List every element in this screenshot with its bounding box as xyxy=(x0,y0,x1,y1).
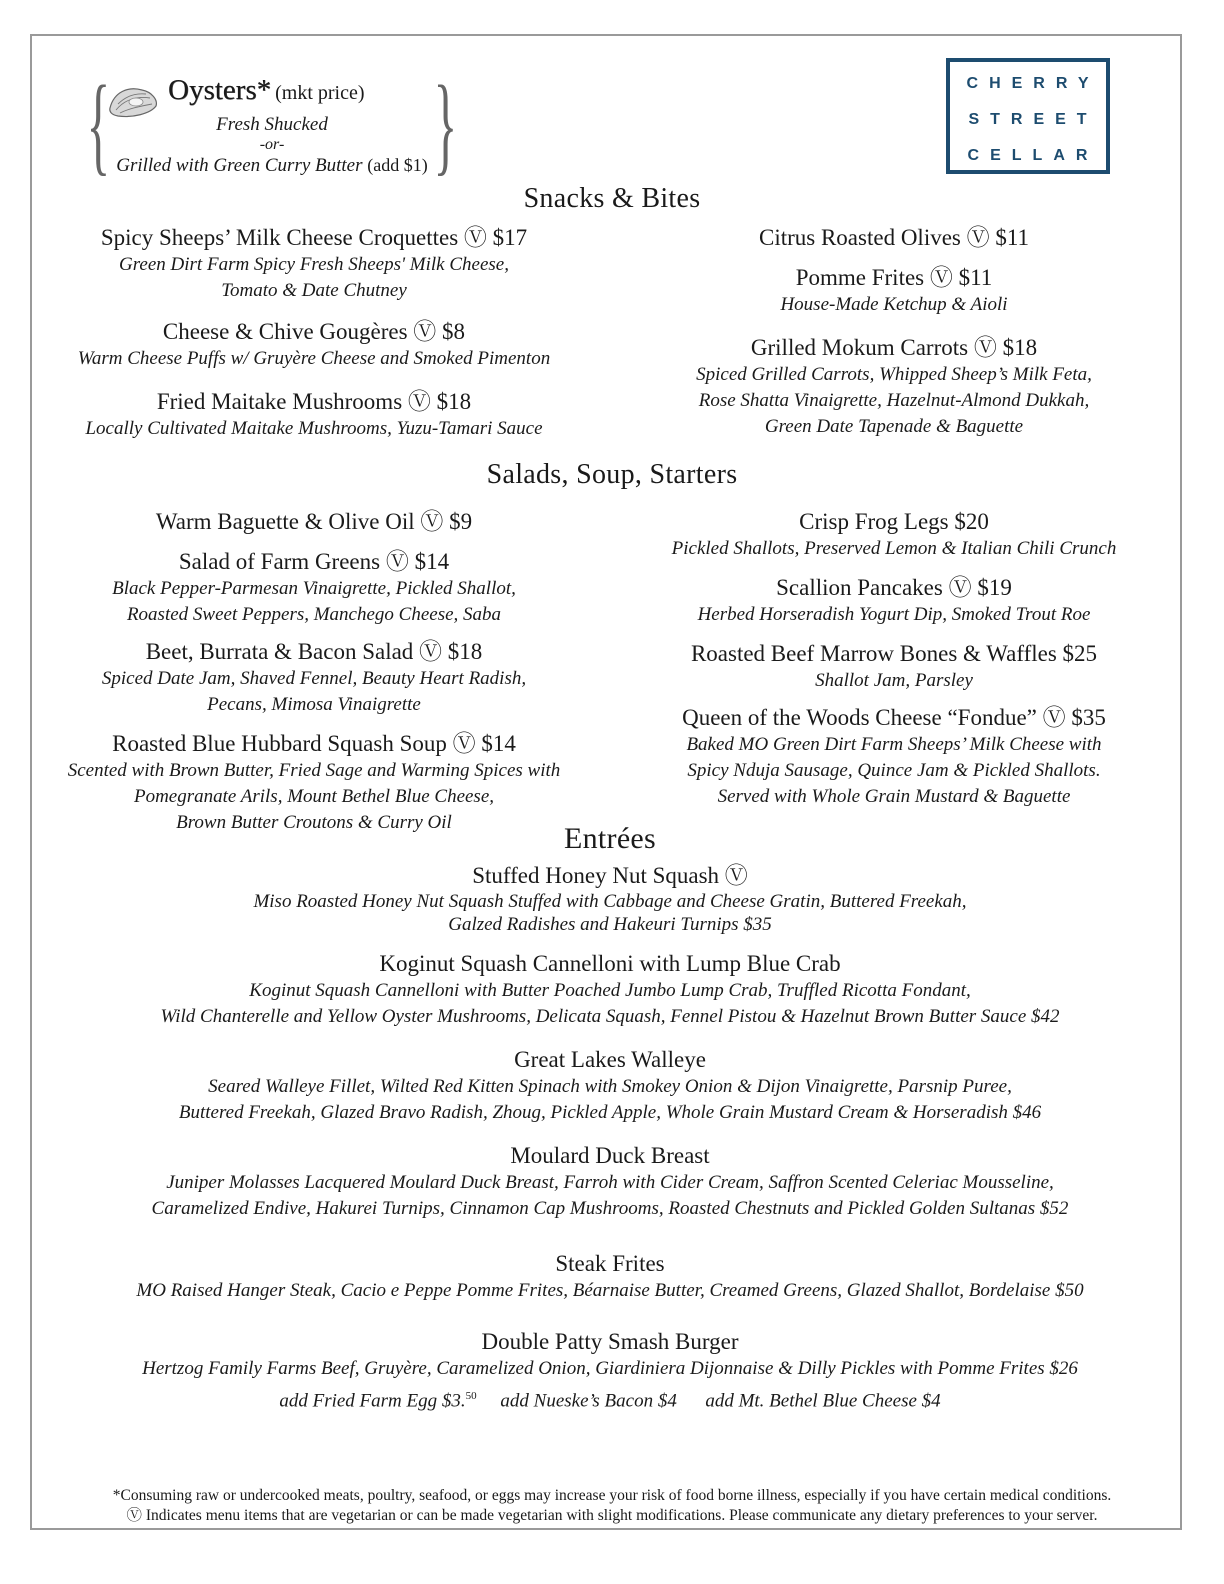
addon-cheese: add Mt. Bethel Blue Cheese $4 xyxy=(705,1390,941,1412)
addon-egg: add Fried Farm Egg $3. xyxy=(279,1390,466,1412)
item-desc: Buttered Freekah, Glazed Bravo Radish, Zhoug, Pickled Apple, Whole Grain Mustard Cream & Horseradish $46 xyxy=(178,1102,1042,1123)
item-desc: Spiced Date Jam, Shaved Fennel, Beauty Heart Radish, xyxy=(101,668,527,689)
footer-disclaimer xyxy=(30,1486,1194,1526)
item-desc: Rose Shatta Vinaigrette, Hazelnut-Almond Dukkah, xyxy=(698,390,1090,411)
salads-heading: Salads, Soup, Starters xyxy=(486,459,738,490)
item-desc: Pickled Shallots, Preserved Lemon & Italian Chili Crunch xyxy=(671,538,1117,559)
oysters-option-1: Fresh Shucked xyxy=(216,114,328,135)
entrees-heading: Entrées xyxy=(563,822,657,855)
item-name: Cheese & Chive Gougères Ⓥ $8 xyxy=(162,319,466,344)
item-desc: Locally Cultivated Maitake Mushrooms, Yuzu-Tamari Sauce xyxy=(85,418,543,439)
menu-item xyxy=(0,1046,1220,1126)
item-desc: Shallot Jam, Parsley xyxy=(815,670,973,691)
item-desc: Baked MO Green Dirt Farm Sheeps’ Milk Cheese with xyxy=(686,734,1102,755)
item-name: Koginut Squash Cannelloni with Lump Blue Crab xyxy=(379,951,841,976)
salads-right-column xyxy=(644,508,1144,824)
item-desc: Pecans, Mimosa Vinaigrette xyxy=(207,694,421,715)
item-desc: Black Pepper-Parmesan Vinaigrette, Pickled Shallot, xyxy=(112,578,516,599)
left-brace: { xyxy=(86,63,111,185)
item-desc: Scented with Brown Butter, Fried Sage and Warming Spices with xyxy=(67,760,561,781)
menu-item xyxy=(644,704,1144,810)
cherry-street-cellar-logo xyxy=(946,58,1110,174)
menu-item xyxy=(644,574,1144,628)
item-desc: Seared Walleye Fillet, Wilted Red Kitten Spinach with Smokey Onion & Dijon Vinaigrette, Parsnip Puree, xyxy=(208,1076,1012,1097)
entrees-list xyxy=(0,862,1220,1415)
item-name: Salad of Farm Greens Ⓥ $14 xyxy=(178,549,450,574)
item-desc: Caramelized Endive, Hakurei Turnips, Cinnamon Cap Mushrooms, Roasted Chestnuts and Pickled Golden Sultanas $52 xyxy=(151,1198,1069,1219)
item-desc: House-Made Ketchup & Aioli xyxy=(780,294,1008,315)
snacks-heading: Snacks & Bites xyxy=(523,183,701,214)
item-desc: Koginut Squash Cannelloni with Butter Poached Jumbo Lump Crab, Truffled Ricotta Fondant, xyxy=(249,980,971,1001)
item-desc: Tomato & Date Chutney xyxy=(221,280,407,301)
snacks-left-column xyxy=(64,224,564,456)
item-desc: Served with Whole Grain Mustard & Baguette xyxy=(717,786,1071,807)
menu-item xyxy=(644,334,1144,440)
item-desc: Brown Butter Croutons & Curry Oil xyxy=(176,812,452,833)
menu-item xyxy=(644,264,1144,318)
item-desc: Spiced Grilled Carrots, Whipped Sheep’s Milk Feta, xyxy=(696,364,1092,385)
item-desc: Galzed Radishes and Hakeuri Turnips $35 xyxy=(448,914,772,935)
item-name: Warm Baguette & Olive Oil Ⓥ $9 xyxy=(155,509,473,534)
item-desc: Hertzog Family Farms Beef, Gruyère, Caramelized Onion, Giardiniera Dijonnaise & Dilly Pickles with Pomme Frites $26 xyxy=(142,1358,1078,1379)
item-name: Fried Maitake Mushrooms Ⓥ $18 xyxy=(156,389,472,414)
logo-line-2: STREET xyxy=(968,111,1098,128)
oysters-option-2 xyxy=(86,152,458,179)
item-name: Scallion Pancakes Ⓥ $19 xyxy=(776,575,1012,600)
menu-item xyxy=(0,1250,1220,1304)
menu-item xyxy=(0,862,1220,936)
item-name: Roasted Blue Hubbard Squash Soup Ⓥ $14 xyxy=(112,731,516,756)
item-name: Citrus Roasted Olives Ⓥ $11 xyxy=(758,225,1030,250)
item-name: Great Lakes Walleye xyxy=(514,1047,706,1072)
footer-line-2: Ⓥ Indicates menu items that are vegetarian or can be made vegetarian with slight modifications. Please communicate any dietary preferences to your server. xyxy=(126,1507,1098,1524)
menu-item xyxy=(0,1328,1220,1415)
menu-item xyxy=(64,224,564,304)
item-name: Steak Frites xyxy=(555,1251,665,1276)
item-name: Pomme Frites Ⓥ $11 xyxy=(795,265,993,290)
item-desc: Juniper Molasses Lacquered Moulard Duck Breast, Farroh with Cider Cream, Saffron Scented Celeriac Mousseline, xyxy=(166,1172,1054,1193)
logo-line-1: CHERRY xyxy=(966,75,1100,92)
menu-item xyxy=(0,1142,1220,1222)
footer-line-1: *Consuming raw or undercooked meats, poultry, seafood, or eggs may increase your risk of food borne illness, especially if you have certain medical conditions. xyxy=(112,1487,1112,1504)
oysters-name: Oysters* xyxy=(168,74,272,106)
menu-item xyxy=(644,224,1144,252)
addon-bacon: add Nueske’s Bacon $4 xyxy=(500,1390,677,1412)
item-desc: Wild Chanterelle and Yellow Oyster Mushrooms, Delicata Squash, Fennel Pistou & Hazelnut Brown Butter Sauce $42 xyxy=(160,1006,1060,1027)
right-brace: } xyxy=(433,63,458,185)
menu-item xyxy=(64,318,564,372)
oysters-box xyxy=(86,63,458,185)
snacks-right-column xyxy=(644,224,1144,454)
item-desc: Warm Cheese Puffs w/ Gruyère Cheese and Smoked Pimenton xyxy=(77,348,551,369)
menu-item xyxy=(64,638,564,718)
oysters-title xyxy=(168,74,365,107)
addon-egg-cents: 50 xyxy=(465,1390,477,1402)
item-desc: Pomegranate Arils, Mount Bethel Blue Cheese, xyxy=(133,786,495,807)
item-name: Queen of the Woods Cheese “Fondue” Ⓥ $35 xyxy=(682,705,1106,730)
oysters-or: -or- xyxy=(259,136,285,153)
salads-left-column xyxy=(64,508,564,850)
item-desc: Miso Roasted Honey Nut Squash Stuffed with Cabbage and Cheese Gratin, Buttered Freekah, xyxy=(253,891,967,912)
oysters-option-2-text: Grilled with Green Curry Butter xyxy=(116,155,363,176)
item-desc: Green Dirt Farm Spicy Fresh Sheeps' Milk Cheese, xyxy=(119,254,509,275)
item-desc: MO Raised Hanger Steak, Cacio e Peppe Pomme Frites, Béarnaise Butter, Creamed Greens, Glazed Shallot, Bordelaise $50 xyxy=(136,1280,1084,1301)
menu-item xyxy=(644,640,1144,694)
item-name: Moulard Duck Breast xyxy=(510,1143,710,1168)
menu-item xyxy=(64,508,564,536)
menu-item xyxy=(64,388,564,442)
item-desc: Spicy Nduja Sausage, Quince Jam & Pickled Shallots. xyxy=(687,760,1101,781)
item-name: Crisp Frog Legs $20 xyxy=(799,509,989,534)
item-name: Spicy Sheeps’ Milk Cheese Croquettes Ⓥ $17 xyxy=(100,225,528,250)
menu-item xyxy=(644,508,1144,562)
item-name: Double Patty Smash Burger xyxy=(481,1329,739,1354)
item-desc: Green Date Tapenade & Baguette xyxy=(764,416,1024,437)
oysters-options xyxy=(86,112,458,179)
menu-item xyxy=(0,950,1220,1030)
item-name: Beet, Burrata & Bacon Salad Ⓥ $18 xyxy=(145,639,483,664)
item-name: Stuffed Honey Nut Squash Ⓥ xyxy=(472,863,748,888)
oysters-price-note: (mkt price) xyxy=(275,82,365,104)
burger-addons xyxy=(0,1382,1220,1415)
item-desc: Roasted Sweet Peppers, Manchego Cheese, Saba xyxy=(126,604,502,625)
menu-item xyxy=(64,730,564,836)
oysters-option-2-note: (add $1) xyxy=(367,155,428,175)
logo-line-3: CELLAR xyxy=(967,147,1099,164)
menu-item xyxy=(64,548,564,628)
item-desc: Herbed Horseradish Yogurt Dip, Smoked Trout Roe xyxy=(697,604,1091,625)
item-name: Grilled Mokum Carrots Ⓥ $18 xyxy=(750,335,1038,360)
item-name: Roasted Beef Marrow Bones & Waffles $25 xyxy=(690,641,1098,666)
